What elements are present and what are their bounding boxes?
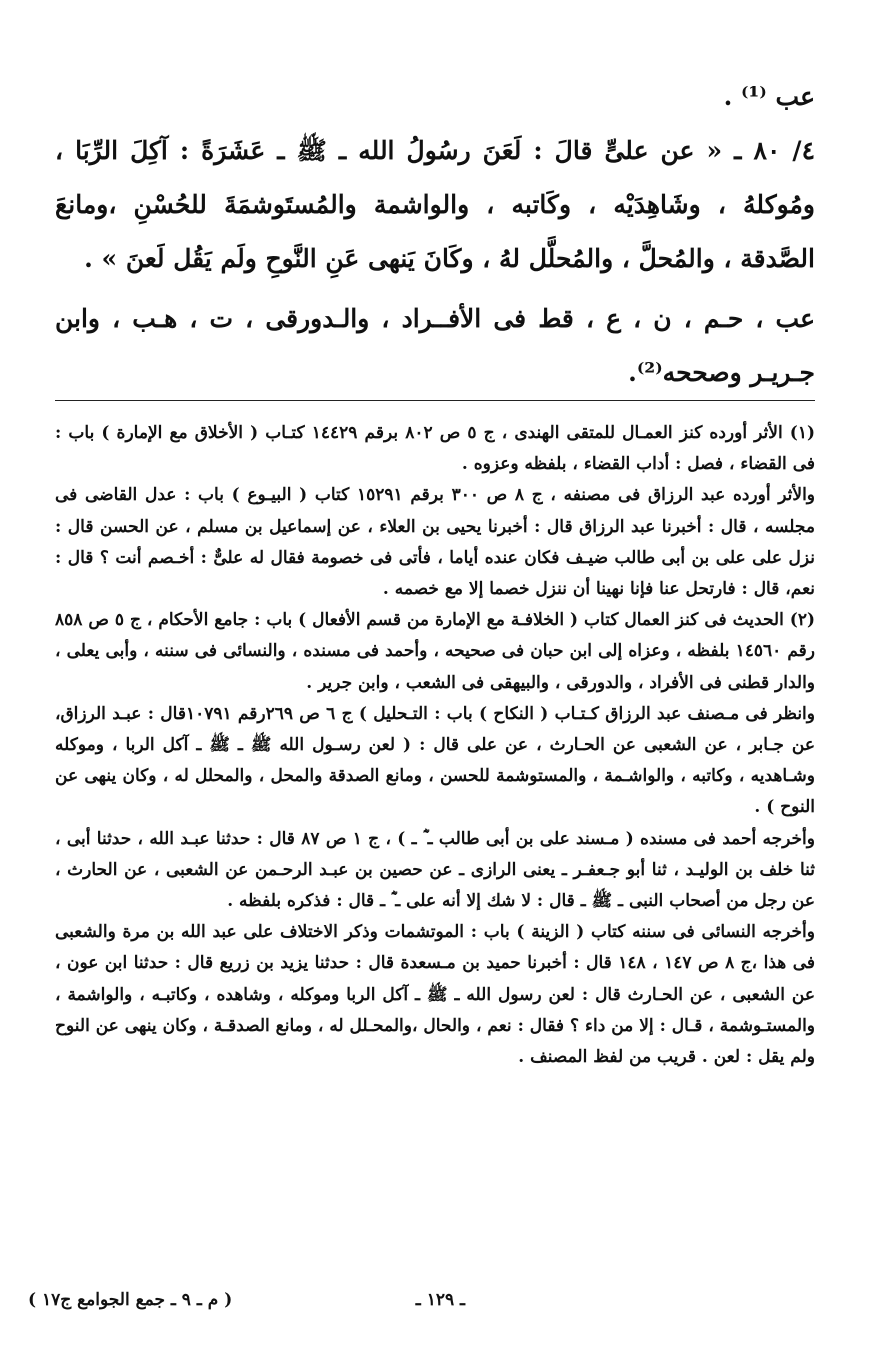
hadith-text: ٤/ ٨٠ ـ « عن علىٍّ قالَ : لَعَنَ رسُولُ الله ـ ﷺ ـ عَشَرَةً : آكِلَ الرِّبَا ، ومُوكلهُ ، وشَاهِدَيْه ، وكَاتبه ، والواشمة والمُستَوشمَةَ للحُسْنِ ،ومانعَ الصَّدقة ، والمُحلَّ ، والمُحلَّل لهُ ، وكَانَ يَنهى عَنِ النَّوحِ ولَم يَقُل لَعنَ » . bbox=[55, 136, 815, 273]
main-text bbox=[55, 70, 815, 400]
footnote-2-ahmad: وأخرجه أحمد فى مسنده ( مـسند على بن أبى طالب ـ ؓ ـ ) ، ج ١ ص ٨٧ قال : حدثنا عبـد الله ، حدثنا أبى ، ثنا خلف بن الوليـد ، ثنا أبو جـعفـر ـ يعنى الرازى ـ عن حصين بن عبـد الرحـمن عن الشعبى ، عن الحارث ، عن رجل من أصحاب النبى ـ ﷺ ـ قال : لا شك إلا أنه على ـ ؓ ـ قال : فذكره بلفظه . bbox=[55, 828, 815, 912]
footnote-1: (١) الأثر أورده كنز العمـال للمتقى الهندى ، ج ٥ ص ٨٠٢ برقم ١٤٤٢٩ كتـاب ( الأخلاق مع الإمارة ) باب : فى القضاء ، فصل : أداب القضاء ، بلفظه وعزوه . bbox=[55, 423, 816, 475]
footnote-1-continued: والأثر أورده عبد الرزاق فى مصنفه ، ج ٨ ص ٣٠٠ برقم ١٥٢٩١ كتاب ( البيـوع ) باب : عدل القاضى فى مجلسه ، قال : أخبرنا عبد الرزاق قال : أخبرنا يحيى بن العلاء ، عن إسماعيل بن مسلم ، عن الحسن قال : نزل على على بن أبى طالب ضيـف فكان عنده أياما ، فأتى فى خصومة فقال له علىٌّ : أخـصم أنت ؟ قال : نعم، قال : فارتحل عنا فإنا نهينا أن ننزل خصما إلا مع خصمه . bbox=[55, 485, 815, 600]
footnote-2-nasai: وأخرجه النسائى فى سننه كتاب ( الزينة ) باب : الموتشمات وذكر الاختلاف على عبد الله بن مرة والشعبى فى هذا ،ج ٨ ص ١٤٧ ، ١٤٨ قال : أخبرنا حميد بن مـسعدة قال : حدثنا يزيد بن زريع قال : حدثنا ابن عون ، عن الشعبى ، عن الحـارث قال : لعن رسول الله ـ ﷺ ـ آكل الربا وموكله ، وشاهده ، وكاتبـه ، والواشمة ، والمستـوشمة ، قـال : إلا من داء ؟ فقال : نعم ، والحال ،والمحـلل له ، ومانع الصدقـة ، وكان ينهى عن النوح ولم يقل : لعن . قريب من لفظ المصنف . bbox=[55, 922, 816, 1068]
previous-hadith-source: عب ⁽¹⁾ . bbox=[723, 82, 815, 111]
footnote-2-abdulrazzaq: وانظر فى مـصنف عبد الرزاق كـتـاب ( النكاح ) باب : التـحليل ) ج ٦ ص ٢٦٩رقم ١٠٧٩١قال : عبـد الرزاق، عن جـابر ، عن الشعبى عن الحـارث ، عن على قال : ( لعن رسـول الله ﷺ ـ ﷺ ـ آكل الربا ، وموكله وشـاهديه ، وكاتبه ، والواشـمة ، والمستوشمة للحسن ، ومانع الصدقة والمحل ، والمحلل له ، وكان ينهى عن النوح ) . bbox=[55, 703, 815, 818]
footnotes bbox=[55, 418, 815, 1073]
volume-reference: ( م ـ ٩ ـ جمع الجوامع ج١٧ ) bbox=[28, 1290, 233, 1310]
footnote-separator bbox=[55, 400, 815, 401]
page-number: ـ ١٢٩ ـ bbox=[415, 1290, 465, 1310]
page-footer bbox=[0, 1290, 873, 1320]
hadith-sources: عب ، حـم ، ن ، ع ، قط فى الأفــراد ، والـدورقى ، ت ، هـب ، وابن جـريـر وصححه⁽²⁾. bbox=[55, 304, 815, 387]
footnote-2: (٢) الحديث فى كنز العمال كتاب ( الخلافـة مع الإمارة من قسم الأفعال ) باب : جامع الأحكام ، ج ٥ ص ٨٥٨ رقم ١٤٥٦٠ بلفظه ، وعزاه إلى ابن حبان فى صحيحه ، وأحمد فى مسنده ، والنسائى فى سننه ، وأبى يعلى ، والدار قطنى فى الأفراد ، والدورقى ، والبيهقى فى الشعب ، وابن جرير . bbox=[55, 610, 816, 693]
